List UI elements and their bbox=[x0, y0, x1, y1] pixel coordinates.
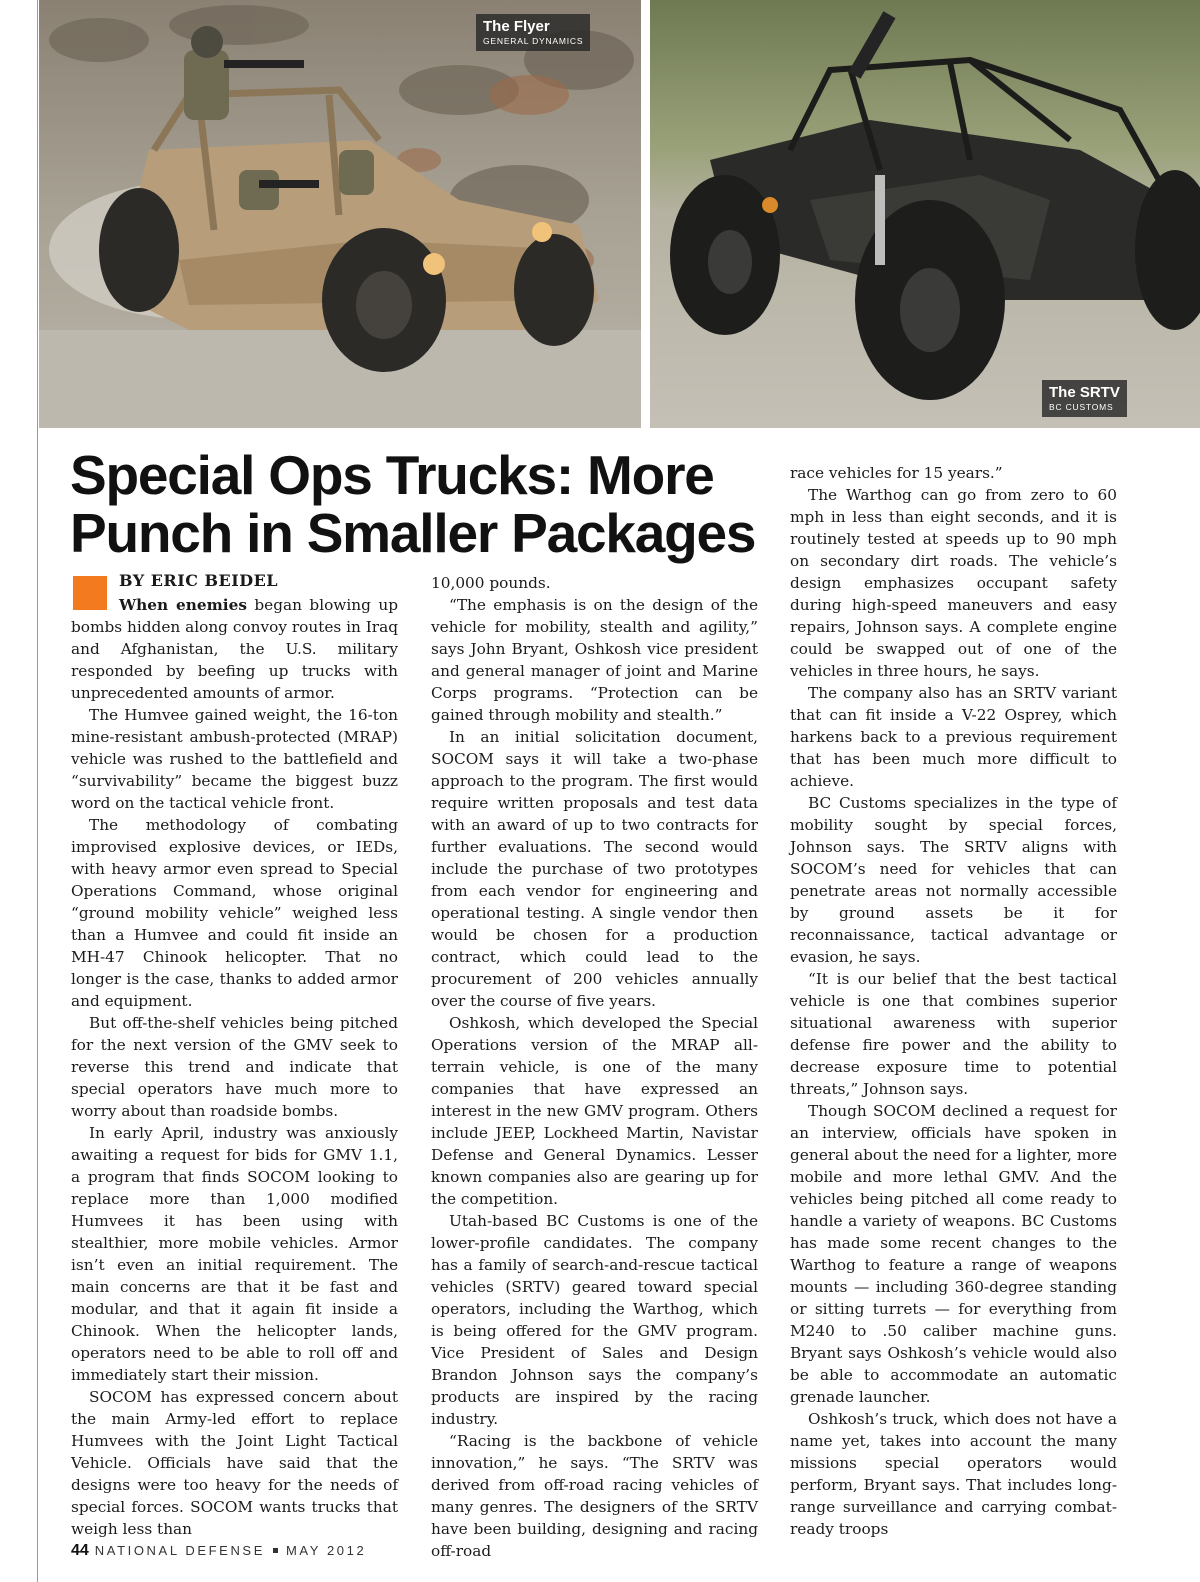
srtv-caption-title: The SRTV bbox=[1049, 384, 1120, 401]
paragraph: But off-the-shelf vehicles being pitched for the next version of the GMV seek to reverse this trend and indicate that special operators have much more to worry about than roadside bombs. bbox=[71, 1014, 398, 1120]
paragraph: The Warthog can go from zero to 60 mph in less than eight seconds, and it is routinely tested at speeds up to 90 mph on secondary dirt roads. The vehicle’s design emphasizes occupant safety during high-speed maneuvers and easy repairs, Johnson says. A complete engine could be swapped out of one of the vehicles in three hours, he says. bbox=[790, 486, 1117, 680]
flyer-photo bbox=[39, 0, 641, 428]
paragraph: The Humvee gained weight, the 16-ton mine-resistant ambush-protected (MRAP) vehicle was rushed to the battlefield and “survivability” became the biggest buzz word on the tactical vehicle front. bbox=[71, 706, 398, 812]
article-column-1 bbox=[71, 594, 398, 1540]
article-column-3 bbox=[790, 462, 1117, 1540]
byline: BY ERIC BEIDEL bbox=[119, 571, 279, 590]
paragraph: Oshkosh, which developed the Special Operations version of the MRAP all-terrain vehicle, is one of the many companies that have expressed an interest in the new GMV program. Others include JEEP, Lockheed Martin, Navistar Defense and General Dynamics. Lesser known companies also are gearing up for the competition. bbox=[431, 1014, 758, 1208]
paragraph: In early April, industry was anxiously awaiting a request for bids for GMV 1.1, a program that finds SOCOM looking to replace more than 1,000 modified Humvees it has been using with stealthier, more mobile vehicles. Armor isn’t even an initial requirement. The main concerns are that it be fast and modular, and that it again fit inside a Chinook. When the helicopter lands, operators need to be able to roll off and immediately start their mission. bbox=[71, 1124, 398, 1384]
vehicle-photo-srtv-icon bbox=[650, 0, 1200, 428]
vehicle-photo-flyer-icon bbox=[39, 0, 641, 428]
paragraph: In an initial solicitation document, SOCOM says it will take a two-phase approach to the program. The first would require written proposals and test data with an award of up to two contracts for further evaluations. The second would include the purchase of two prototypes from each vendor for engineering and operational testing. A single vendor then would be chosen for a production contract, which could lead to the procurement of 200 vehicles annually over the course of five years. bbox=[431, 728, 758, 1010]
paragraph: The company also has an SRTV variant that can fit inside a V-22 Osprey, which harkens back to a previous requirement that has been much more difficult to achieve. bbox=[790, 684, 1117, 790]
paragraph: Though SOCOM declined a request for an interview, officials have spoken in general about the need for a lighter, more mobile and more lethal GMV. And the vehicles being pitched all come ready to handle a variety of weapons. BC Customs has made some recent changes to the Warthog to feature a range of weapons mounts — including 360-degree standing or sitting turrets — for everything from M240 to .50 caliber machine guns. Bryant says Oshkosh’s vehicle would also be able to accommodate an automatic grenade launcher. bbox=[790, 1102, 1117, 1406]
page-folio bbox=[71, 1542, 366, 1560]
folio-separator bbox=[273, 1548, 278, 1553]
srtv-caption-credit: BC CUSTOMS bbox=[1049, 402, 1114, 412]
lead-in: When enemies bbox=[119, 596, 247, 614]
paragraph: BC Customs specializes in the type of mobility sought by special forces, Johnson says. The SRTV aligns with SOCOM’s need for vehicles that can penetrate areas not normally accessible by ground assets be it for reconnaissance, tactical advantage or evasion, he says. bbox=[790, 794, 1117, 966]
flyer-caption-title: The Flyer bbox=[483, 18, 550, 35]
paragraph-text: began blowing up bombs hidden along convoy routes in Iraq and Afghanistan, the U.S. military responded by beefing up trucks with unprecedented amounts of armor. bbox=[71, 596, 398, 702]
paragraph: SOCOM has expressed concern about the main Army-led effort to replace Humvees with the Joint Light Tactical Vehicle. Officials have said that the designs were too heavy for the needs of special forces. SOCOM wants trucks that weigh less than bbox=[71, 1388, 398, 1538]
publication-name: NATIONAL DEFENSE bbox=[94, 1543, 265, 1558]
srtv-caption bbox=[1042, 380, 1127, 417]
article-headline: Special Ops Trucks: More Punch in Smaller Packages bbox=[70, 444, 756, 564]
issue-date: MAY 2012 bbox=[285, 1543, 367, 1558]
paragraph: “The emphasis is on the design of the vehicle for mobility, stealth and agility,” says John Bryant, Oshkosh vice president and general manager of joint and Marine Corps programs. “Protection can be gained through mobility and stealth.” bbox=[431, 596, 758, 724]
article-column-2 bbox=[431, 572, 758, 1562]
page-number: 44 bbox=[71, 1542, 89, 1559]
paragraph: Utah-based BC Customs is one of the lower-profile candidates. The company has a family of search-and-rescue tactical vehicles (SRTV) geared toward special operators, including the Warthog, which is being offered for the GMV program. Vice President of Sales and Design Brandon Johnson says the company’s products are inspired by the racing industry. bbox=[431, 1212, 758, 1428]
page-margin-rule bbox=[37, 0, 38, 1582]
flyer-caption bbox=[476, 14, 590, 51]
paragraph: “It is our belief that the best tactical vehicle is one that combines superior situational awareness with superior defense fire power and the ability to decrease exposure time to potential threats,” Johnson says. bbox=[790, 970, 1117, 1098]
paragraph: The methodology of combating improvised explosive devices, or IEDs, with heavy armor even spread to Special Operations Command, whose original “ground mobility vehicle” weighed less than a Humvee and could fit inside an MH-47 Chinook helicopter. That no longer is the case, thanks to added armor and equipment. bbox=[71, 816, 398, 1010]
paragraph: race vehicles for 15 years.” bbox=[790, 464, 1003, 482]
paragraph bbox=[71, 594, 398, 704]
paragraph: Oshkosh’s truck, which does not have a name yet, takes into account the many missions special operators would perform, Bryant says. That includes long-range surveillance and carrying combat-ready troops bbox=[790, 1410, 1117, 1538]
srtv-photo bbox=[650, 0, 1200, 428]
paragraph: “Racing is the backbone of vehicle innovation,” he says. “The SRTV was derived from off-road racing vehicles of many genres. The designers of the SRTV have been building, designing and racing off-road bbox=[431, 1432, 758, 1560]
paragraph: 10,000 pounds. bbox=[431, 574, 551, 592]
flyer-caption-credit: GENERAL DYNAMICS bbox=[483, 36, 584, 46]
